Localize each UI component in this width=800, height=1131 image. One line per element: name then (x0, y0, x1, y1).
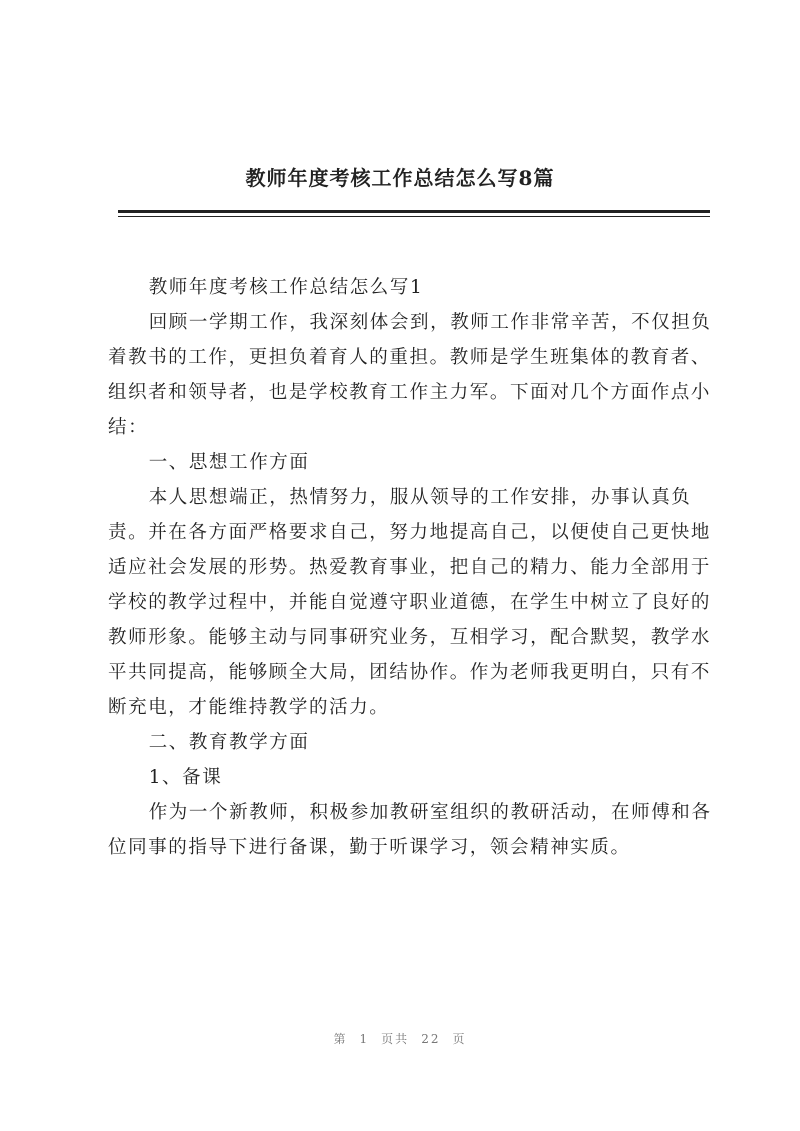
paragraph-thought-body: 本人思想端正，热情努力，服从领导的工作安排，办事认真负责。并在各方面严格要求自己，努力地提高自己，以便使自己更快地适应社会发展的形势。热爱教育事业，把自己的精力、能力全部用于学校的教学过程中，并能自觉遵守职业道德，在学生中树立了良好的教师形象。能够主动与同事研究业务，互相学习，配合默契，教学水平共同提高，能够顾全大局，团结协作。作为老师我更明白，只有不断充电，才能维持教学的活力。 (108, 487, 712, 718)
paragraph-heading-thought: 一、思想工作方面 (148, 452, 310, 473)
paragraph-section-heading: 教师年度考核工作总结怎么写1 (148, 277, 424, 298)
page-footer (0, 1030, 800, 1047)
footer-label-pages: 页 (452, 1032, 467, 1046)
footer-label-page: 第 (333, 1032, 348, 1046)
paragraph-heading-teaching: 二、教育教学方面 (148, 732, 310, 753)
footer-total-pages: 22 (421, 1032, 441, 1046)
page-title: 教师年度考核工作总结怎么写8篇 (245, 166, 555, 190)
footer-label-of: 页共 (381, 1032, 410, 1046)
title-divider (118, 210, 710, 214)
paragraph-intro: 回顾一学期工作，我深刻体会到，教师工作非常辛苦，不仅担负着教书的工作，更担负着育人的重担。教师是学生班集体的教育者、组织者和领导者，也是学校教育工作主力军。下面对几个方面作点小结： (108, 312, 712, 438)
document-body (108, 270, 712, 865)
paragraph-heading-lesson-prep: 1、备课 (148, 767, 223, 788)
paragraph-lesson-prep-body: 作为一个新教师，积极参加教研室组织的教研活动，在师傅和各位同事的指导下进行备课，勤于听课学习，领会精神实质。 (108, 802, 712, 858)
footer-current-page: 1 (359, 1032, 370, 1046)
